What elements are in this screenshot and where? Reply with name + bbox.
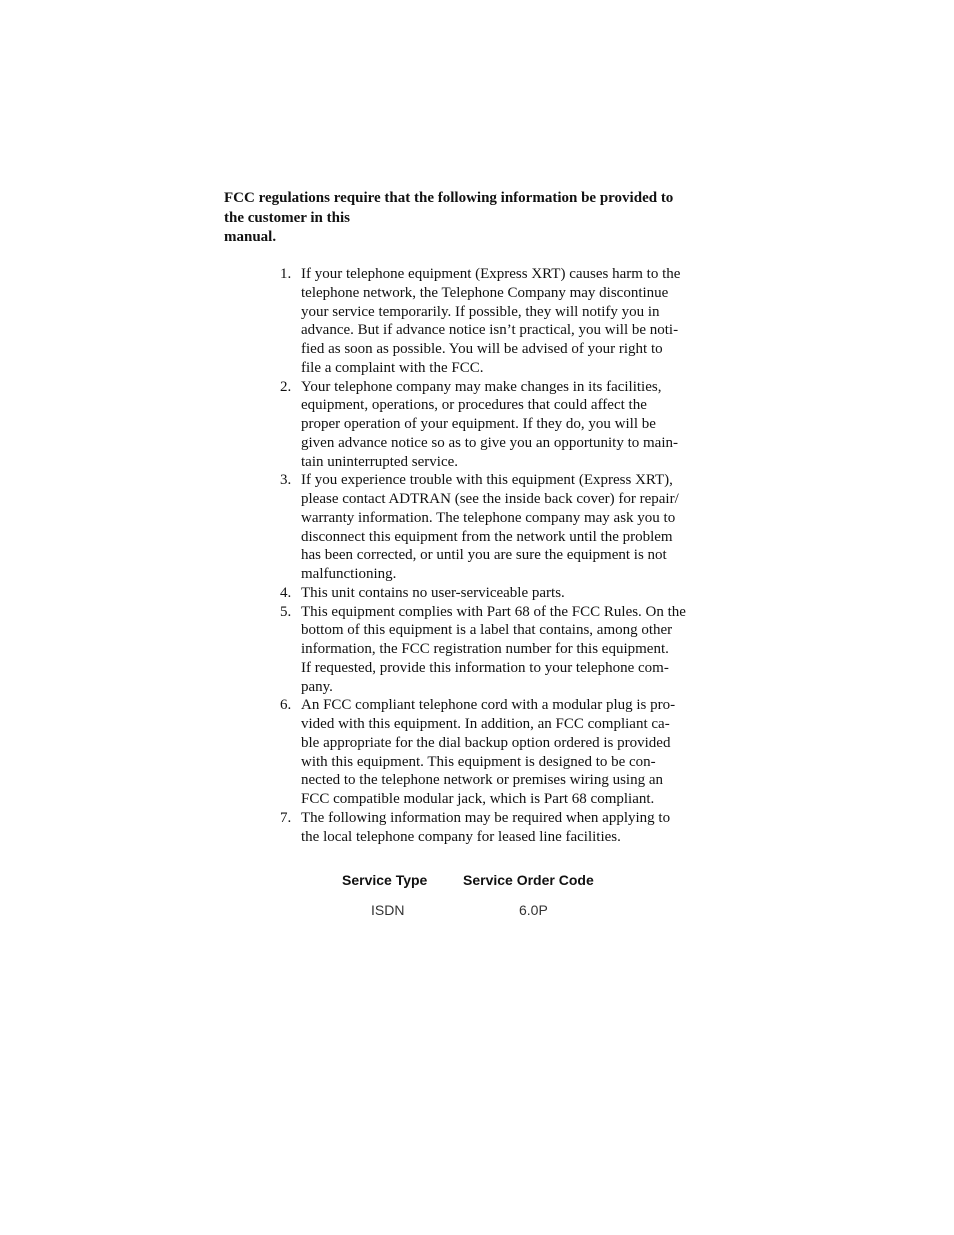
item-number: 1. <box>280 266 292 282</box>
list-item <box>278 696 748 809</box>
item-line: nected to the telephone network or premises wiring using an <box>301 772 663 789</box>
list-item <box>278 584 748 603</box>
intro-line: the customer in this <box>224 209 350 226</box>
item-line: FCC compatible modular jack, which is Part 68 compliant. <box>301 791 655 807</box>
item-line: bottom of this equipment is a label that contains, among other <box>301 622 673 639</box>
item-line: This equipment complies with Part 68 of the FCC Rules. On the <box>301 603 686 620</box>
item-line: information, the FCC registration number for this equipment. <box>301 641 669 657</box>
item-line: proper operation of your equipment. If they do, you will be <box>301 416 656 432</box>
item-number: 4. <box>280 584 292 601</box>
item-line: If you experience trouble with this equipment (Express XRT), <box>301 472 673 489</box>
item-line: disconnect this equipment from the network until the problem <box>301 528 673 545</box>
item-line: malfunctioning. <box>301 566 397 582</box>
item-number: 5. <box>280 603 292 620</box>
item-line: If requested, provide this information to your telephone com- <box>301 659 669 676</box>
item-line: This unit contains no user-serviceable parts. <box>301 584 565 601</box>
list-item <box>278 809 748 847</box>
fcc-requirements-list <box>278 265 748 846</box>
item-line: given advance notice so as to give you an opportunity to main- <box>301 434 678 451</box>
item-line: with this equipment. This equipment is designed to be con- <box>301 753 656 770</box>
item-number: 6. <box>280 697 292 714</box>
item-line: An FCC compliant telephone cord with a modular plug is pro- <box>301 697 676 714</box>
list-item <box>278 265 748 378</box>
table-cell-service-order-code: 6.0P <box>519 902 548 918</box>
item-number: 2. <box>280 378 292 395</box>
item-line: advance. But if advance notice isn’t practical, you will be noti- <box>301 322 679 339</box>
item-line: fied as soon as possible. You will be advised of your right to <box>301 341 663 357</box>
table-header-service-type: Service Type <box>342 872 428 888</box>
item-line: telephone network, the Telephone Company may discontinue <box>301 284 669 301</box>
item-number: 7. <box>280 809 292 826</box>
item-line: warranty information. The telephone company may ask you to <box>301 509 676 526</box>
intro-line: manual. <box>224 229 277 245</box>
item-line: file a complaint with the FCC. <box>301 359 484 376</box>
item-line: the local telephone company for leased line facilities. <box>301 828 621 845</box>
item-number: 3. <box>280 472 292 489</box>
item-line: pany. <box>301 678 333 695</box>
item-line: The following information may be required when applying to <box>301 809 671 826</box>
item-line: If your telephone equipment (Express XRT) causes harm to the <box>301 266 681 282</box>
item-line: please contact ADTRAN (see the inside back cover) for repair/ <box>301 491 679 507</box>
item-line: tain uninterrupted service. <box>301 453 459 470</box>
table-header-service-order-code: Service Order Code <box>463 872 594 888</box>
item-line: has been corrected, or until you are sure the equipment is not <box>301 547 667 564</box>
intro-line: FCC regulations require that the following information be provided to <box>224 190 674 206</box>
list-item <box>278 471 748 584</box>
item-line: Your telephone company may make changes in its facilities, <box>301 378 662 395</box>
item-line: ble appropriate for the dial backup option ordered is provided <box>301 734 671 751</box>
list-item <box>278 603 748 697</box>
list-item <box>278 378 748 472</box>
item-line: equipment, operations, or procedures that could affect the <box>301 397 647 414</box>
table-cell-service-type: ISDN <box>371 902 405 918</box>
item-line: your service temporarily. If possible, they will notify you in <box>301 303 660 320</box>
fcc-intro-heading <box>224 189 744 248</box>
item-line: vided with this equipment. In addition, an FCC compliant ca- <box>301 716 670 732</box>
